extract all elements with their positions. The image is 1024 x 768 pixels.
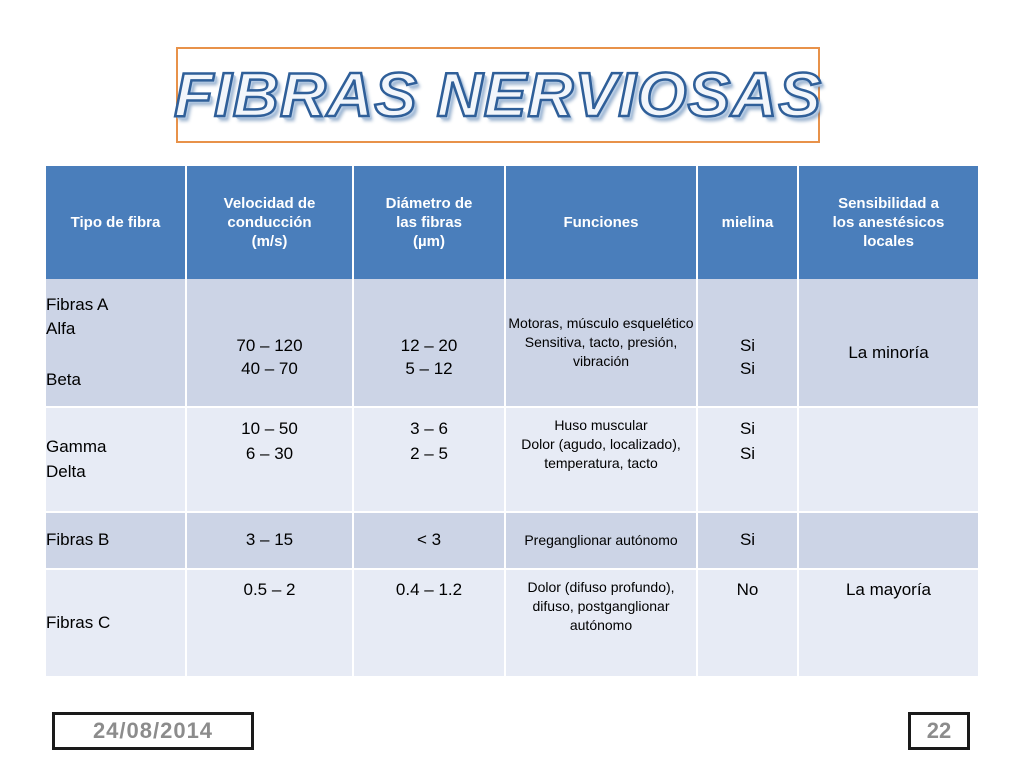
table-row [46,407,978,512]
cell-tipo-fibras-c [46,569,186,677]
function-text: Motoras, músculo esquelético [508,315,694,332]
fiber-type-line: Fibras B [46,530,110,550]
myelin-value: Si [739,443,756,463]
header-line: mielina [721,213,774,231]
footer-date: 24/08/2014 [52,712,254,750]
table-header-row [46,166,978,279]
cell-sensibilidad-fibras-b [798,512,978,569]
diameter-value: 3 – 6 [410,419,448,438]
function-text: Sensitiva, tacto, presión, vibración [524,334,678,369]
fiber-type-line: Alfa [46,319,76,339]
cell-diametro-fibras-b [353,512,505,569]
cell-diametro-fibras-a [353,279,505,407]
cell-mielina-fibras-b [697,512,798,569]
cell-velocidad-gamma-delta [186,407,353,512]
header-line: Sensibilidad a [838,194,939,212]
function-text: Dolor (agudo, localizado), temperatura, tacto [521,435,681,471]
myelin-value: No [736,580,759,599]
cell-funciones-fibras-a [505,279,697,407]
table-row [46,569,978,677]
table-row [46,512,978,569]
velocity-value: 10 – 50 [241,419,298,438]
myelin-value: Si [739,336,756,356]
function-text: Dolor (difuso profundo), difuso, postganglionar autónomo [527,579,675,633]
function-text: Huso muscular [554,417,648,433]
velocity-value: 6 – 30 [245,443,294,463]
sensitivity-value: La minoría [848,343,929,363]
cell-mielina-fibras-c [697,569,798,677]
fiber-type-line: Fibras C [46,612,111,632]
cell-velocidad-fibras-c [186,569,353,677]
table-row [46,279,978,407]
column-header-funciones [505,166,697,279]
column-header-sensibilidad-anestesicos [798,166,978,279]
velocity-value: 3 – 15 [245,530,294,550]
myelin-value: Si [739,358,756,378]
cell-velocidad-fibras-a [186,279,353,407]
diameter-value: 2 – 5 [410,443,448,463]
cell-mielina-gamma-delta [697,407,798,512]
header-line: Funciones [563,213,639,231]
header-line: (µm) [413,233,445,251]
header-line: Tipo de fibra [70,213,161,231]
cell-funciones-fibras-b [505,512,697,569]
header-line: las fibras [396,213,462,231]
cell-velocidad-fibras-b [186,512,353,569]
cell-sensibilidad-fibras-a [798,279,978,407]
cell-sensibilidad-fibras-c [798,569,978,677]
cell-diametro-gamma-delta [353,407,505,512]
diameter-value: < 3 [416,530,442,550]
table-header [46,166,978,279]
cell-tipo-fibras-b [46,512,186,569]
header-line: Diámetro de [385,194,473,212]
cell-funciones-gamma-delta [505,407,697,512]
column-header-diametro-de-las-fibras [353,166,505,279]
header-line: conducción [227,213,312,231]
column-header-mielina [697,166,798,279]
header-line: los anestésicos [832,213,945,231]
myelin-value: Si [739,419,756,438]
column-header-tipo-de-fibra [46,166,186,279]
cell-tipo-fibras-a [46,279,186,407]
myelin-value: Si [739,530,756,550]
footer-page-number: 22 [908,712,970,750]
cell-diametro-fibras-c [353,569,505,677]
cell-funciones-fibras-c [505,569,697,677]
diameter-value: 12 – 20 [400,336,458,356]
fiber-type-line: Gamma [46,436,107,456]
sensitivity-value: La mayoría [845,580,932,599]
column-header-velocidad-de-conduccion [186,166,353,279]
cell-tipo-gamma-delta [46,407,186,512]
cell-mielina-fibras-a [697,279,798,407]
title-frame [173,47,823,143]
velocity-value: 0.5 – 2 [243,580,296,599]
header-line: locales [863,233,914,251]
fiber-type-line: Fibras A [46,294,109,314]
header-line: Velocidad de [223,194,316,212]
table-body [46,279,978,677]
fiber-type-line: Beta [46,369,81,389]
velocity-value: 40 – 70 [241,358,298,378]
velocity-value: 70 – 120 [236,336,303,356]
nerve-fiber-table [46,166,978,678]
page-title: FIBRAS NERVIOSAS [173,60,823,130]
diameter-value: 0.4 – 1.2 [395,580,463,599]
cell-sensibilidad-gamma-delta [798,407,978,512]
fiber-type-line: Delta [46,461,86,481]
diameter-value: 5 – 12 [405,358,453,378]
function-text: Preganglionar autónomo [524,532,678,549]
header-line: (m/s) [251,233,288,251]
